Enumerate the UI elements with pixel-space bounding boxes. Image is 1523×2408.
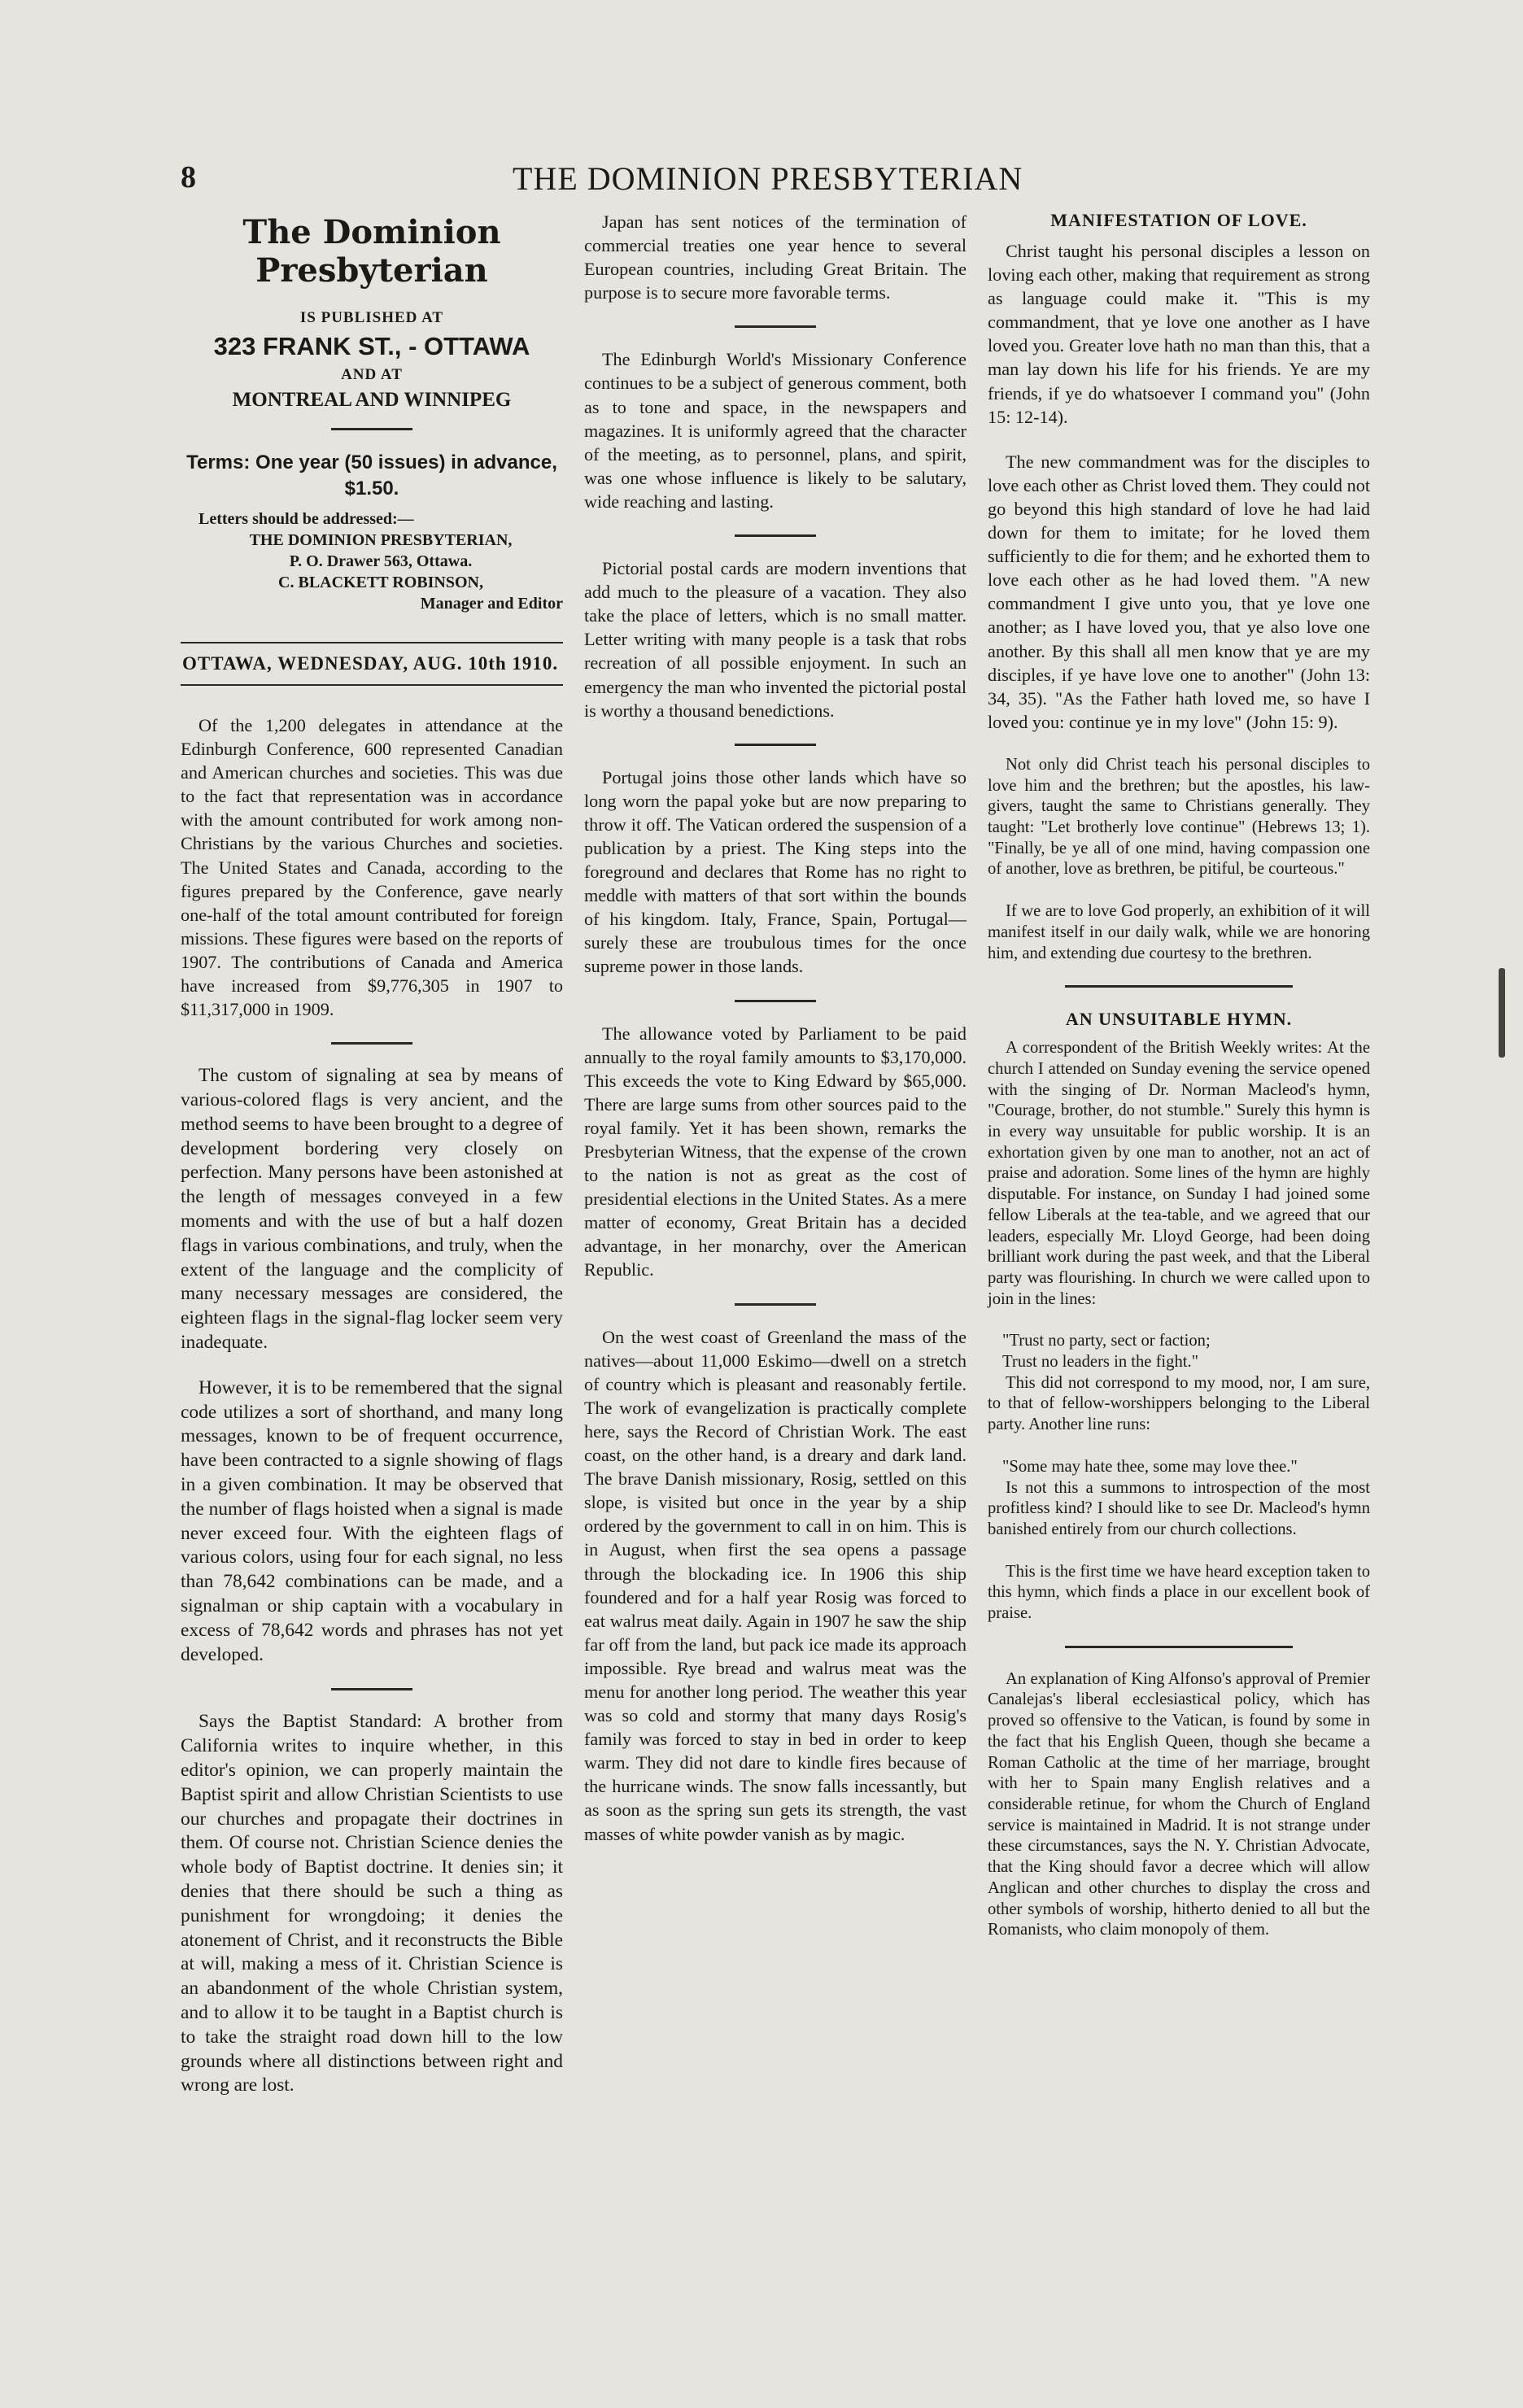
divider — [331, 428, 412, 430]
page-number: 8 — [181, 160, 196, 194]
article-love-p2: The new commandment was for the disciples to love each other as Christ loved them. They could not go beyond this high standard of love he had laid down for them to imitate; for he loved them sufficiently to die for them; and he exhorted them to love each other as he had loved them. "A new commandment I give unto you, that ye love one another; as I have loved you, that ye also love one another. By this shall all men know that ye are my disciples, if ye have love one to another" (John 13: 34, 35). "As the Father hath loved me, so have I loved you: continue ye in my love" (John 15: 9). — [988, 451, 1370, 732]
masthead-editor-role: Manager and Editor — [420, 595, 563, 613]
column-1 — [181, 210, 563, 2119]
article-hymn-p1: A correspondent of the British Weekly writes: At the church I attended on Sunday evening the service opened with the singing of Dr. Norman Macleod's hymn, "Courage, brother, do not stumble." Surely this hymn is in every way unsuitable for public worship. It is an exhortation given by one man to another, not an act of praise and adoration. Some lines of the hymn are highly disputable. For instance, on Sunday I had joined some fellow Liberals at the tea-table, and we agreed that our leaders, especially Mr. Lloyd George, had been doing brilliant work during the past week, and that the Liberal party was flourishing. In church we were called upon to join in the lines: — [988, 1039, 1370, 1308]
article-love-p3: Not only did Christ teach his personal disciples to love him and the brethren; but the apostles, his law-givers, taught the same to Christians generally. They taught: "Let brotherly love continue" (Hebrews 13; 1). "Finally, be ye all of one mind, having compassion one of another, love as brethren, be pitiful, be courteous." — [988, 755, 1370, 879]
divider — [1065, 1646, 1293, 1648]
article-signaling: The custom of signaling at sea by means of various-colored flags is very ancient, and the method seems to have been brought to a degree of development bordering very closely on perfection. Many persons have been astonished at the length of messages conveyed in a few moments and with the use of but a half dozen flags in various combinations, and truly, when the extent of the language and the complicity of many necessary messages are considered, the eighteen flags in the signal-flag locker seem very inadequate. — [181, 1065, 563, 1353]
article-edinburgh: The Edinburgh World's Missionary Conference continues to be a subject of generous comment, both as to tone and space, in the newspapers and magazines. It is uniformly agreed that the character of the meeting, as to personnel, plans, and spirit, was one whose influence is likely to be salutary, wide reaching and lasting. — [584, 349, 967, 512]
hymn-quote-line-2: Trust no leaders in the fight." — [1002, 1353, 1199, 1372]
article-love-p4: If we are to love God properly, an exhibition of it will manifest itself in our daily walk, while we are honoring him, and extending due courtesy to the brethren. — [988, 902, 1370, 962]
divider — [331, 1688, 412, 1690]
masthead-editor: C. BLACKETT ROBINSON, — [278, 574, 483, 591]
masthead-cities: MONTREAL AND WINNIPEG — [232, 389, 512, 411]
article-delegates: Of the 1,200 delegates in attendance at the Edinburgh Conference, 600 represented Canadian and American churches and societies. This was due to the fact that representation was in accordance with the amount contributed for work among non-Christians by the various Churches and societies. The United States and Canada, according to the figures prepared by the Conference, gave nearly one-half of the total amount contributed for foreign missions. These figures were based on the reports of 1907. The contributions of Canada and America have increased from $9,776,305 in 1907 to $11,317,000 in 1909. — [181, 715, 563, 1020]
article-greenland: On the west coast of Greenland the mass of the natives—about 11,000 Eskimo—dwell on a stretch of country which is pleasant and reasonably fertile. The work of evangelization is practically complete here, says the Record of Christian Work. The east coast, on the other hand, is a dreary and dark land. The brave Danish missionary, Rosig, settled on this slope, is visited but once in the year by a ship ordered by the government to call in on him. This is in August, when first the sea opens a passage through the blockading ice. In 1906 this ship foundered and for a half year Rosig was forced to eat walrus meat daily. Again in 1907 he saw the ship far off from the land, but pack ice made its approach impossible. Rye bread and walrus meat was the menu for another long period. The weather this year was so cold and stormy that many days Rosig's family was forced to stay in bed in order to keep warm. They did not dare to kindle fires because of the hurricane winds. The snow falls incessantly, but as soon as the spring sun gets its strength, the vast masses of white powder vanish as by magic. — [584, 1326, 967, 1844]
heading-manifestation: MANIFESTATION OF LOVE. — [1050, 210, 1307, 230]
divider — [735, 1303, 816, 1306]
divider — [735, 325, 816, 328]
article-postal-cards: Pictorial postal cards are modern inventions that add much to the pleasure of a vacation. They also take the place of letters, which is no small matter. Letter writing with many people is a task that robs recreation of all possible enjoyment. In such an emergency the man who invented the pictorial postal is worthy a thousand benedictions. — [584, 558, 967, 721]
article-japan: Japan has sent notices of the termination of commercial treaties one year hence to several European countries, including Great Britain. The purpose is to secure more favorable terms. — [584, 212, 967, 303]
column-3 — [988, 210, 1370, 1962]
article-alfonso: An explanation of King Alfonso's approval of Premier Canalejas's liberal ecclesiastical policy, which has proved so offensive to the Vatican, is found by some in the fact that his English Queen, though she became a Roman Catholic at the time of her marriage, brought with her to Spain many English relatives and a considerable retinue, for whom the Church of England service is maintained in Madrid. It is not strange under these circumstances, says the N. Y. Christian Advocate, that the King should favor a decree which will allow Anglican and other churches to display the cross and other symbols of worship, hitherto denied to all but the Romanists, who claim monopoly of them. — [988, 1669, 1370, 1939]
article-baptist-standard: Says the Baptist Standard: A brother from California writes to inquire whether, in this editor's opinion, we can properly maintain the Baptist spirit and allow Christian Scientists to use our churches and propagate their doctrines in them. Of course not. Christian Science denies the whole body of Baptist doctrine. It denies sin; it denies that there should be such a thing as punishment for wrongdoing; it denies the atonement of Christ, and it reconstructs the Bible at will, making a mess of it. Christian Science is an abandonment of the whole Christian system, and to allow it to be taught in a Baptist church is to take the straight road down hill to the low grounds where all distinctions between right and wrong are lost. — [181, 1711, 563, 2096]
article-hymn-p4: This is the first time we have heard exception taken to this hymn, which finds a place in our excellent book of praise. — [988, 1562, 1370, 1623]
article-hymn-p2: This did not correspond to my mood, nor, I am sure, to that of fellow-worshippers belonging to the Liberal party. Another line runs: — [988, 1373, 1370, 1434]
masthead-title: The Dominion Presbyterian — [242, 213, 501, 290]
column-2 — [584, 210, 967, 1867]
article-hymn-p3: Is not this a summons to introspection of the most profitless kind? I should like to see Dr. Macleod's hymn banished entirely from our church collections. — [988, 1478, 1370, 1538]
masthead-paper: THE DOMINION PRESBYTERIAN, — [249, 531, 513, 549]
divider — [735, 1000, 816, 1002]
article-portugal: Portugal joins those other lands which have so long worn the papal yoke but are now preparing to throw it off. The Vatican ordered the suspension of a publication by a priest. The King steps into the foreground and declares that Rome has no right to meddle with matters of that sort within the bounds of his kingdom. Italy, France, Spain, Portugal—surely these are troubulous times for the once supreme power in those lands. — [584, 766, 967, 977]
divider — [1065, 985, 1293, 988]
article-love-p1: Christ taught his personal disciples a lesson on loving each other, making that requirement as strong as language could make it. "This is my commandment, that ye love one another as I have loved you. Greater love hath no man than this, that a man lay down his life for his friends. Ye are my friends, if ye do whatsoever I command you" (John 15: 12-14). — [988, 241, 1370, 427]
scan-artifact — [1499, 968, 1505, 1058]
dateline: OTTAWA, WEDNESDAY, AUG. 10th 1910. — [181, 642, 563, 686]
masthead-box: P. O. Drawer 563, Ottawa. — [289, 552, 473, 570]
article-royal-allowance: The allowance voted by Parliament to be paid annually to the royal family amounts to $3,170,000. This exceeds the vote to King Edward by $65,000. There are large sums from other sources paid to the royal family. Yet it has been shown, remarks the Presbyterian Witness, that the expense of the crown to the nation is not as great as the cost of presidential elections in the United States. As a mere matter of economy, Great Britain has a decided advantage, in her monarchy, over the American Republic. — [584, 1023, 967, 1280]
heading-hymn: AN UNSUITABLE HYMN. — [1065, 1009, 1293, 1030]
masthead-and-at: AND AT — [341, 366, 403, 383]
hymn-quote-line-3: "Some may hate thee, some may love thee." — [1002, 1457, 1298, 1476]
article-signal-code: However, it is to be remembered that the signal code utilizes a sort of shorthand, and many long messages, known to be of frequent occurrence, have been contracted to a signle showing of flags in a given combination. It may be observed that the number of flags hoisted when a signal is made never exceed four. With the eighteen flags of various colors, using four for each signal, no less than 78,642 combinations can be made, and a signalman or ship captain with a vocabulary in excess of 78,642 words and phrases has not yet developed. — [181, 1376, 563, 1665]
running-head: THE DOMINION PRESBYTERIAN — [513, 160, 1023, 197]
masthead-published: IS PUBLISHED AT — [299, 309, 444, 326]
divider — [331, 1042, 412, 1045]
masthead-letters: Letters should be addressed:— — [199, 510, 414, 528]
masthead-address: 323 FRANK ST., - OTTAWA — [213, 332, 530, 360]
divider — [735, 534, 816, 537]
hymn-quote-line-1: "Trust no party, sect or faction; — [1002, 1332, 1211, 1350]
divider — [735, 744, 816, 746]
masthead-terms: Terms: One year (50 issues) in advance, $1.50. — [186, 452, 557, 499]
